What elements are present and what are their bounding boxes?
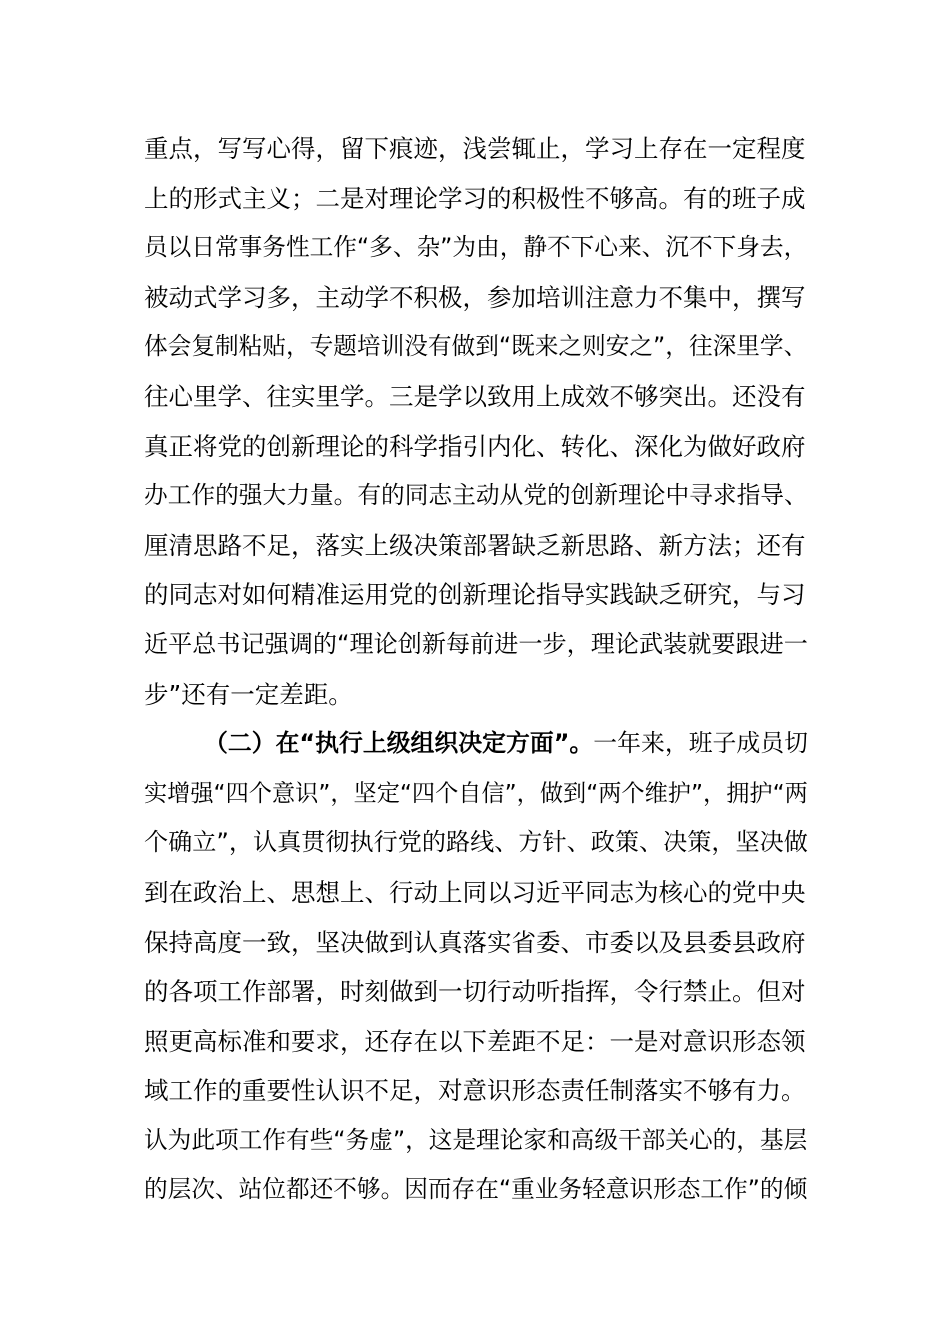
- section-heading-line: [144, 719, 808, 769]
- text-line: 的层次、站位都还不够。因而存在“重业务轻意识形态工作”的倾: [144, 1175, 808, 1204]
- text-line: 个确立”，认真贯彻执行党的路线、方针、政策、决策，坚决做: [144, 828, 808, 857]
- section-first-line-text: 一年来，班子成员切: [593, 729, 808, 758]
- text-line: 办工作的强大力量。有的同志主动从党的创新理论中寻求指导、: [144, 481, 808, 510]
- text-line: 认为此项工作有些“务虚”，这是理论家和高级干部关心的，基层: [144, 1125, 808, 1154]
- text-line: 近平总书记强调的“理论创新每前进一步，理论武装就要跟进一: [144, 629, 808, 658]
- text-line: 真正将党的创新理论的科学指引内化、转化、深化为做好政府: [144, 431, 806, 461]
- text-line: 的各项工作部署，时刻做到一切行动听指挥，令行禁止。但对: [144, 977, 806, 1007]
- text-line: 体会复制粘贴，专题培训没有做到“既来之则安之”，往深里学、: [144, 332, 808, 361]
- section-heading: （二）在“执行上级组织决定方面”。: [204, 729, 594, 758]
- text-line: 照更高标准和要求，还存在以下差距不足：一是对意识形态领: [144, 1026, 806, 1056]
- text-line: 保持高度一致，坚决做到认真落实省委、市委以及县委县政府: [144, 927, 806, 957]
- document-body: [144, 124, 808, 1215]
- text-line: 域工作的重要性认识不足，对意识形态责任制落实不够有力。: [144, 1076, 806, 1106]
- text-line: 步”还有一定差距。: [144, 679, 353, 709]
- text-line: 被动式学习多，主动学不积极，参加培训注意力不集中，撰写: [144, 282, 806, 312]
- text-line: 往心里学、往实里学。三是学以致用上成效不够突出。还没有: [144, 381, 806, 411]
- text-line: 员以日常事务性工作“多、杂”为由，静不下心来、沉不下身去，: [144, 233, 808, 262]
- text-line: 厘清思路不足，落实上级决策部署缺乏新思路、新方法；还有: [144, 530, 806, 560]
- text-line: 实增强“四个意识”，坚定“四个自信”，做到“两个维护”，拥护“两: [144, 779, 808, 807]
- text-line: 上的形式主义；二是对理论学习的积极性不够高。有的班子成: [144, 183, 806, 213]
- text-line: 到在政治上、思想上、行动上同以习近平同志为核心的党中央: [144, 877, 806, 907]
- text-line: 的同志对如何精准运用党的创新理论指导实践缺乏研究，与习: [144, 580, 806, 610]
- text-line: 重点，写写心得，留下痕迹，浅尝辄止，学习上存在一定程度: [144, 134, 806, 163]
